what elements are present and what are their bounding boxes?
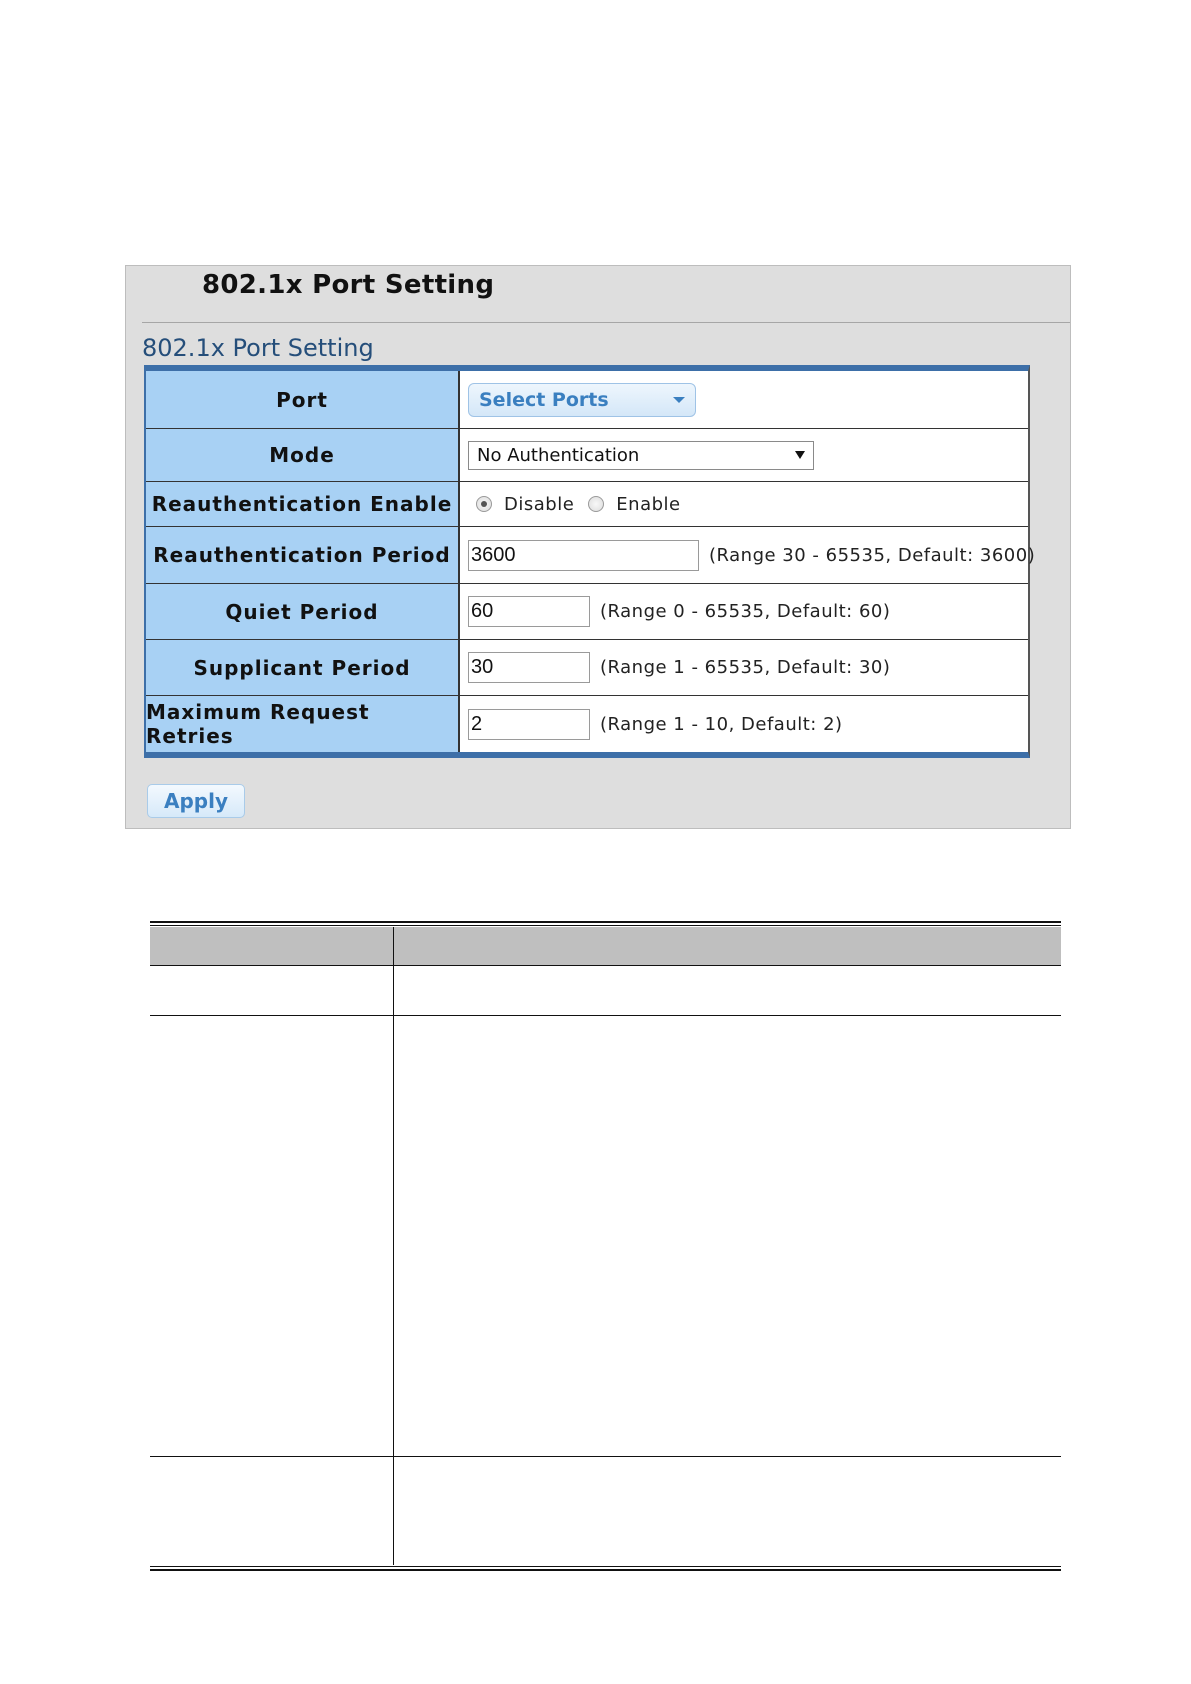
row-max-retries (146, 696, 1028, 752)
page-title: 802.1x Port Setting (202, 270, 495, 300)
row-reauth-period (146, 527, 1036, 584)
supplicant-period-label: Supplicant Period (146, 640, 460, 695)
max-retries-hint: (Range 1 - 10, Default: 2) (600, 713, 843, 735)
table-top-rule (150, 921, 1061, 923)
reauth-enable-value (460, 482, 1028, 526)
supplicant-period-input[interactable]: 30 (468, 652, 590, 683)
select-ports-button[interactable] (468, 383, 696, 417)
supplicant-period-hint: (Range 1 - 65535, Default: 30) (600, 657, 891, 678)
description-table (150, 921, 1061, 1571)
port-settings-table (144, 365, 1036, 758)
port-value (460, 371, 1028, 428)
row-quiet-period (146, 584, 1028, 640)
quiet-period-label: Quiet Period (146, 584, 460, 639)
radio-disable-label: Disable (504, 493, 575, 515)
dropdown-arrow-icon (795, 451, 805, 459)
radio-disable-circle[interactable] (476, 496, 492, 512)
quiet-period-hint: (Range 0 - 65535, Default: 60) (600, 601, 891, 622)
reauth-period-label: Reauthentication Period (146, 527, 460, 583)
mode-value (460, 429, 1028, 481)
mode-selected-value: No Authentication (477, 444, 640, 466)
table-header-row (150, 927, 1061, 966)
row-mode (146, 429, 1028, 482)
title-divider (142, 322, 1070, 323)
quiet-period-value (460, 584, 1028, 639)
settings-panel (125, 265, 1071, 829)
row-port (146, 371, 1028, 429)
port-label: Port (146, 371, 460, 428)
mode-select[interactable] (468, 441, 814, 470)
radio-disable[interactable] (476, 494, 574, 515)
radio-enable[interactable] (588, 494, 680, 515)
chevron-down-icon (673, 397, 685, 403)
table-row-divider (150, 1015, 1061, 1016)
reauth-period-input[interactable]: 3600 (468, 540, 699, 571)
table-bottom-rule-inner (150, 1566, 1061, 1567)
reauth-period-hint: (Range 30 - 65535, Default: 3600) (709, 544, 1036, 566)
mode-label: Mode (146, 429, 460, 481)
table-top-rule-inner (150, 925, 1061, 926)
radio-enable-circle[interactable] (588, 496, 604, 512)
table-row-divider (150, 1456, 1061, 1457)
table-bottom-rule (150, 1569, 1061, 1571)
max-retries-label: Maximum Request Retries (146, 696, 460, 752)
table-column-divider (393, 927, 394, 1565)
row-reauth-enable (146, 482, 1028, 527)
reauth-period-value (460, 527, 1035, 583)
reauth-enable-label: Reauthentication Enable (146, 482, 460, 526)
radio-enable-label: Enable (616, 493, 681, 515)
select-ports-label: Select Ports (479, 388, 609, 411)
apply-button[interactable]: Apply (147, 784, 245, 818)
max-retries-value (460, 696, 1028, 752)
supplicant-period-value (460, 640, 1028, 695)
section-title: 802.1x Port Setting (142, 334, 374, 362)
max-retries-input[interactable]: 2 (468, 709, 590, 740)
quiet-period-input[interactable]: 60 (468, 596, 590, 627)
row-supplicant-period (146, 640, 1028, 696)
